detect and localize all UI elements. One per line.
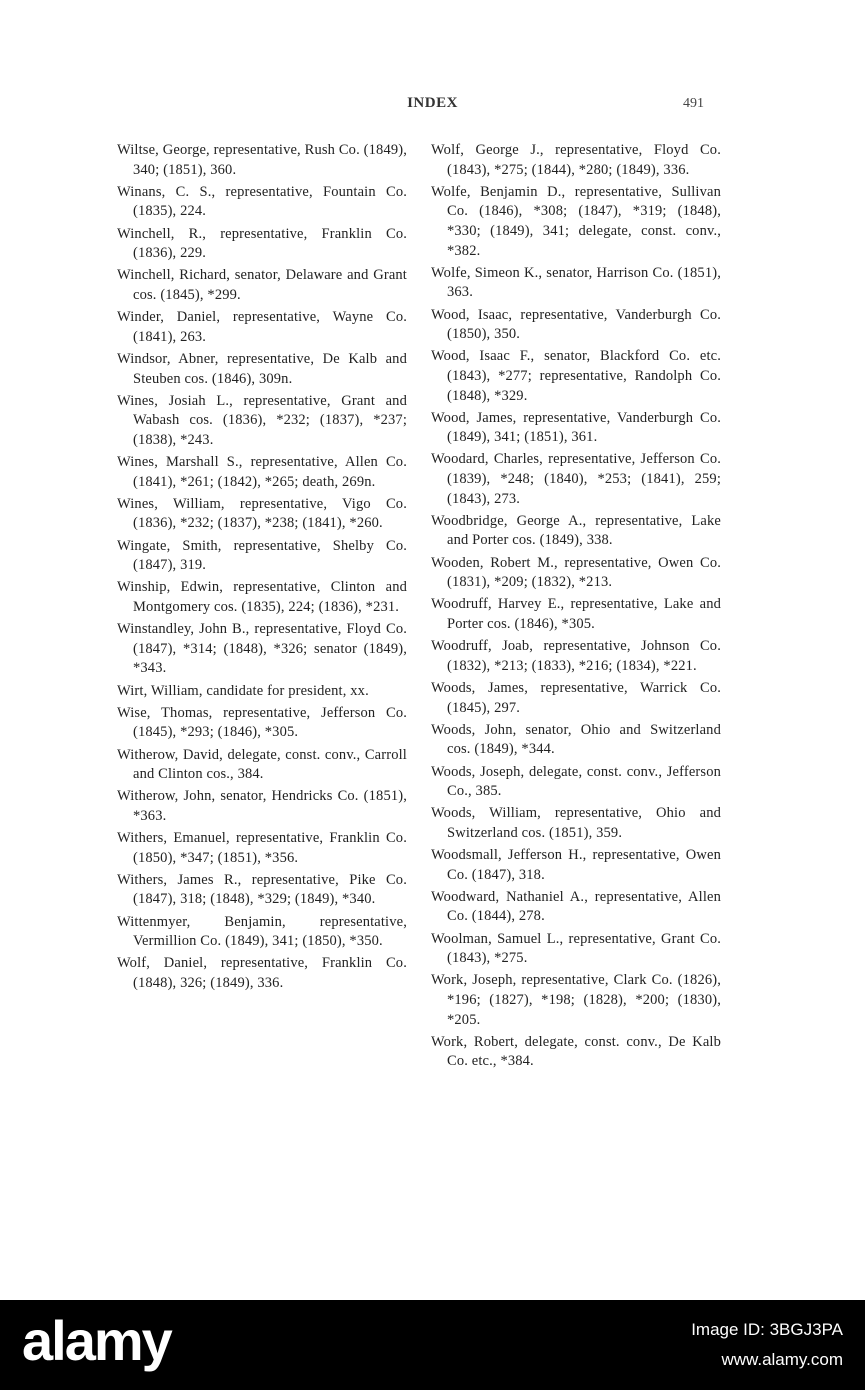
index-entry: Wolfe, Simeon K., senator, Harrison Co. (1851), 363. [431,264,721,301]
index-entry: Woodruff, Joab, representative, Johnson Co. (1832), *213; (1833), *216; (1834), *221. [431,638,721,674]
watermark-bar [0,1300,865,1390]
index-entry: Wise, Thomas, representative, Jefferson Co. (1845), *293; (1846), *305. [117,704,407,741]
index-entry: Woolman, Samuel L., representative, Grant Co. (1843), *275. [431,930,721,967]
index-entry: Work, Robert, delegate, const. conv., De Kalb Co. etc., *384. [431,1033,721,1070]
index-column-left [117,141,407,996]
index-entry: Winchell, R., representative, Franklin Co. (1836), 229. [117,225,407,262]
index-entry: Wood, James, representative, Vanderburgh Co. (1849), 341; (1851), 361. [431,409,721,446]
index-entry: Woodward, Nathaniel A., representative, Allen Co. (1844), 278. [431,888,721,925]
index-entry: Winchell, Richard, senator, Delaware and Grant cos. (1845), *299. [117,267,407,303]
index-entry: Wood, Isaac, representative, Vanderburgh Co. (1850), 350. [431,306,721,343]
site-url: www.alamy.com [721,1350,843,1369]
alamy-logo: alamy [22,1309,171,1372]
page-header-title: INDEX [407,95,458,111]
index-entry: Withers, Emanuel, representative, Franklin Co. (1850), *347; (1851), *356. [117,830,407,866]
index-entry: Wingate, Smith, representative, Shelby Co. (1847), 319. [117,537,407,574]
index-entry: Wolf, Daniel, representative, Franklin Co. (1848), 326; (1849), 336. [117,955,407,992]
index-entry: Wines, Marshall S., representative, Allen Co. (1841), *261; (1842), *265; death, 269n. [117,454,407,490]
index-entry: Winder, Daniel, representative, Wayne Co. (1841), 263. [117,309,407,345]
index-entry: Witherow, John, senator, Hendricks Co. (1851), *363. [117,788,407,824]
index-entry: Wittenmyer, Benjamin, representative, Vermillion Co. (1849), 341; (1850), *350. [117,913,407,950]
index-entry: Witherow, David, delegate, const. conv., Carroll and Clinton cos., 384. [117,746,407,783]
index-entry: Woods, James, representative, Warrick Co. (1845), 297. [431,679,721,716]
index-entry: Wolfe, Benjamin D., representative, Sullivan Co. (1846), *308; (1847), *319; (1848), *330; (1849), 341; delegate, const. conv., *382. [431,183,721,259]
image-id: Image ID: 3BGJ3PA [691,1320,843,1339]
index-entry: Winstandley, John B., representative, Floyd Co. (1847), *314; (1848), *326; senator (1849), *343. [117,621,407,677]
index-entry: Woodsmall, Jefferson H., representative, Owen Co. (1847), 318. [431,847,721,883]
index-entry: Wooden, Robert M., representative, Owen Co. (1831), *209; (1832), *213. [431,554,721,591]
index-entry: Withers, James R., representative, Pike Co. (1847), 318; (1848), *329; (1849), *340. [117,871,407,908]
page-number: 491 [683,96,704,111]
index-entry: Wolf, George J., representative, Floyd Co. (1843), *275; (1844), *280; (1849), 336. [431,142,721,178]
index-entry: Wines, Josiah L., representative, Grant and Wabash cos. (1836), *232; (1837), *237; (1838), *243. [117,392,407,448]
index-entry: Wiltse, George, representative, Rush Co. (1849), 340; (1851), 360. [117,142,407,178]
index-entry: Work, Joseph, representative, Clark Co. (1826), *196; (1827), *198; (1828), *200; (1830), *205. [431,972,721,1028]
index-entry: Wines, William, representative, Vigo Co. (1836), *232; (1837), *238; (1841), *260. [117,495,407,532]
index-entry: Windsor, Abner, representative, De Kalb and Steuben cos. (1846), 309n. [117,350,407,387]
index-entry: Woods, John, senator, Ohio and Switzerland cos. (1849), *344. [431,721,721,758]
index-entry: Winship, Edwin, representative, Clinton and Montgomery cos. (1835), 224; (1836), *231. [117,579,407,615]
index-entry: Woodard, Charles, representative, Jefferson Co. (1839), *248; (1840), *253; (1841), 259; (1843), 273. [431,451,721,507]
index-entry: Woodruff, Harvey E., representative, Lake and Porter cos. (1846), *305. [431,596,721,632]
index-entry: Wirt, William, candidate for president, xx. [117,682,369,699]
index-entry: Woodbridge, George A., representative, Lake and Porter cos. (1849), 338. [431,512,721,549]
index-entry: Wood, Isaac F., senator, Blackford Co. etc. (1843), *277; representative, Randolph Co. (1848), *329. [431,348,721,404]
index-entry: Winans, C. S., representative, Fountain Co. (1835), 224. [117,183,407,220]
index-entry: Woods, William, representative, Ohio and Switzerland cos. (1851), 359. [431,805,721,841]
index-entry: Woods, Joseph, delegate, const. conv., Jefferson Co., 385. [431,763,721,800]
index-column-right [431,141,721,1075]
